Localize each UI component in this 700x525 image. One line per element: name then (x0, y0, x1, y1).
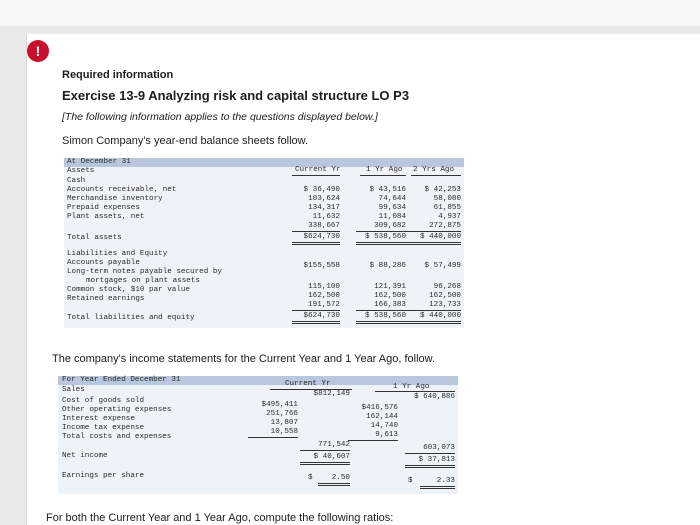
cell-2yr: $ 57,499 (424, 262, 461, 270)
cell-cur: 162,500 (308, 292, 340, 300)
net-income-label: Net income (62, 452, 108, 460)
col-rule (292, 175, 340, 176)
cell-cur: 11,632 (312, 213, 340, 221)
cell-2yr: $ 440,000 (406, 312, 461, 324)
balance-intro: Simon Company's year-end balance sheets follow. (62, 135, 309, 147)
row-label: Cash (67, 177, 86, 185)
row-label: Total liabilities and equity (67, 314, 195, 322)
cell-1yr: $ 43,516 (369, 186, 406, 194)
row-label: Other operating expenses (62, 406, 172, 414)
cell-1yr: 121,391 (374, 283, 406, 291)
alert-icon: ! (27, 40, 49, 62)
cell-1yr: 166,383 (356, 301, 406, 311)
net-income-current: $ 40,607 (300, 453, 350, 465)
cell-2yr: 272,875 (406, 222, 461, 232)
cell-2yr: 58,080 (433, 195, 461, 203)
col-2yrs-ago: 2 Yrs Ago (413, 166, 455, 174)
liabilities-label: Liabilities and Equity (67, 250, 168, 258)
row-label: Interest expense (62, 415, 135, 423)
cell-cur: 115,100 (308, 283, 340, 291)
row-label: Plant assets, net (67, 213, 145, 221)
col-rule (360, 175, 406, 176)
row-label-cont: mortgages on plant assets (86, 277, 200, 285)
cell-cur: 251,766 (266, 410, 298, 418)
row-label: Common stock, $10 par value (67, 286, 191, 294)
cell-cur: 134,317 (308, 204, 340, 212)
cell-cur: 103,624 (308, 195, 340, 203)
sales-1yr: $ 640,886 (413, 393, 455, 401)
col-current-yr: Current Yr (285, 380, 331, 388)
cell-1yr: $416,576 (361, 404, 398, 412)
balance-header-label: At December 31 (67, 158, 131, 166)
cell-cur: $624,730 (292, 312, 340, 324)
col-rule (375, 391, 455, 392)
col-current-yr: Current Yr (295, 166, 341, 174)
total-label: Total costs and expenses (62, 433, 172, 441)
col-rule (411, 175, 461, 176)
cell-cur: 338,667 (292, 222, 340, 232)
income-header-label: For Year Ended December 31 (62, 376, 181, 384)
net-income-1yr: $ 37,813 (405, 456, 455, 468)
cell-cur: 10,558 (248, 428, 298, 438)
cell-cur: 13,807 (270, 419, 298, 427)
cell-2yr: $ 440,000 (406, 233, 461, 245)
cell-1yr: $ 538,560 (356, 312, 406, 324)
instruction-text: For both the Current Year and 1 Year Ago, compute the following ratios: (46, 512, 394, 524)
cell-2yr: $ 42,253 (424, 186, 461, 194)
row-label: Cost of goods sold (62, 397, 145, 405)
cell-cur: $155,558 (303, 262, 340, 270)
row-label: Total assets (67, 234, 122, 242)
cell-1yr: 74,644 (378, 195, 406, 203)
cell-1yr: 11,084 (378, 213, 406, 221)
cell-cur: $624,730 (292, 233, 340, 245)
cell-1yr: $ 88,286 (369, 262, 406, 270)
row-label: Long-term notes payable secured by (67, 268, 222, 276)
income-intro: The company's income statements for the Current Year and 1 Year Ago, follow. (52, 353, 436, 365)
eps-current: 2.50 (318, 474, 350, 486)
assets-label: Assets (67, 167, 95, 175)
cell-2yr: 123,733 (406, 301, 461, 311)
required-heading: Required information (62, 69, 174, 81)
eps-label: Earnings per share (62, 472, 145, 480)
eps-1yr: 2.33 (420, 477, 455, 489)
sales-current: $812,149 (313, 390, 350, 398)
cell-cur: $ 36,490 (303, 186, 340, 194)
cell-1yr: 14,740 (370, 422, 398, 430)
eps-current-sign: $ (308, 474, 313, 482)
exercise-title: Exercise 13-9 Analyzing risk and capital structure LO P3 (62, 88, 410, 103)
col-1yr-ago: 1 Yr Ago (393, 383, 430, 391)
total-1yr: 603,073 (405, 444, 455, 454)
row-label: Income tax expense (62, 424, 145, 432)
cell-1yr: $ 538,560 (356, 233, 406, 245)
cell-2yr: 162,500 (429, 292, 461, 300)
cell-1yr: 162,500 (374, 292, 406, 300)
cell-1yr: 9,613 (348, 431, 398, 441)
sales-label: Sales (62, 386, 85, 394)
col-1yr-ago: 1 Yr Ago (366, 166, 403, 174)
cell-cur: 191,572 (292, 301, 340, 311)
cell-2yr: 61,855 (433, 204, 461, 212)
cell-2yr: 96,268 (433, 283, 461, 291)
total-current: 771,542 (300, 441, 350, 451)
row-label: Accounts receivable, net (67, 186, 177, 194)
cell-1yr: 309,682 (356, 222, 406, 232)
cell-cur: $495,411 (261, 401, 298, 409)
cell-2yr: 4,937 (438, 213, 461, 221)
row-label: Prepaid expenses (67, 204, 140, 212)
row-label: Accounts payable (67, 259, 140, 267)
row-label: Retained earnings (67, 295, 145, 303)
cell-1yr: 99,634 (378, 204, 406, 212)
eps-1yr-sign: $ (408, 477, 413, 485)
cell-1yr: 162,144 (366, 413, 398, 421)
row-label: Merchandise inventory (67, 195, 163, 203)
note-text: [The following information applies to the questions displayed below.] (62, 111, 378, 123)
browser-top-bar (0, 0, 700, 26)
